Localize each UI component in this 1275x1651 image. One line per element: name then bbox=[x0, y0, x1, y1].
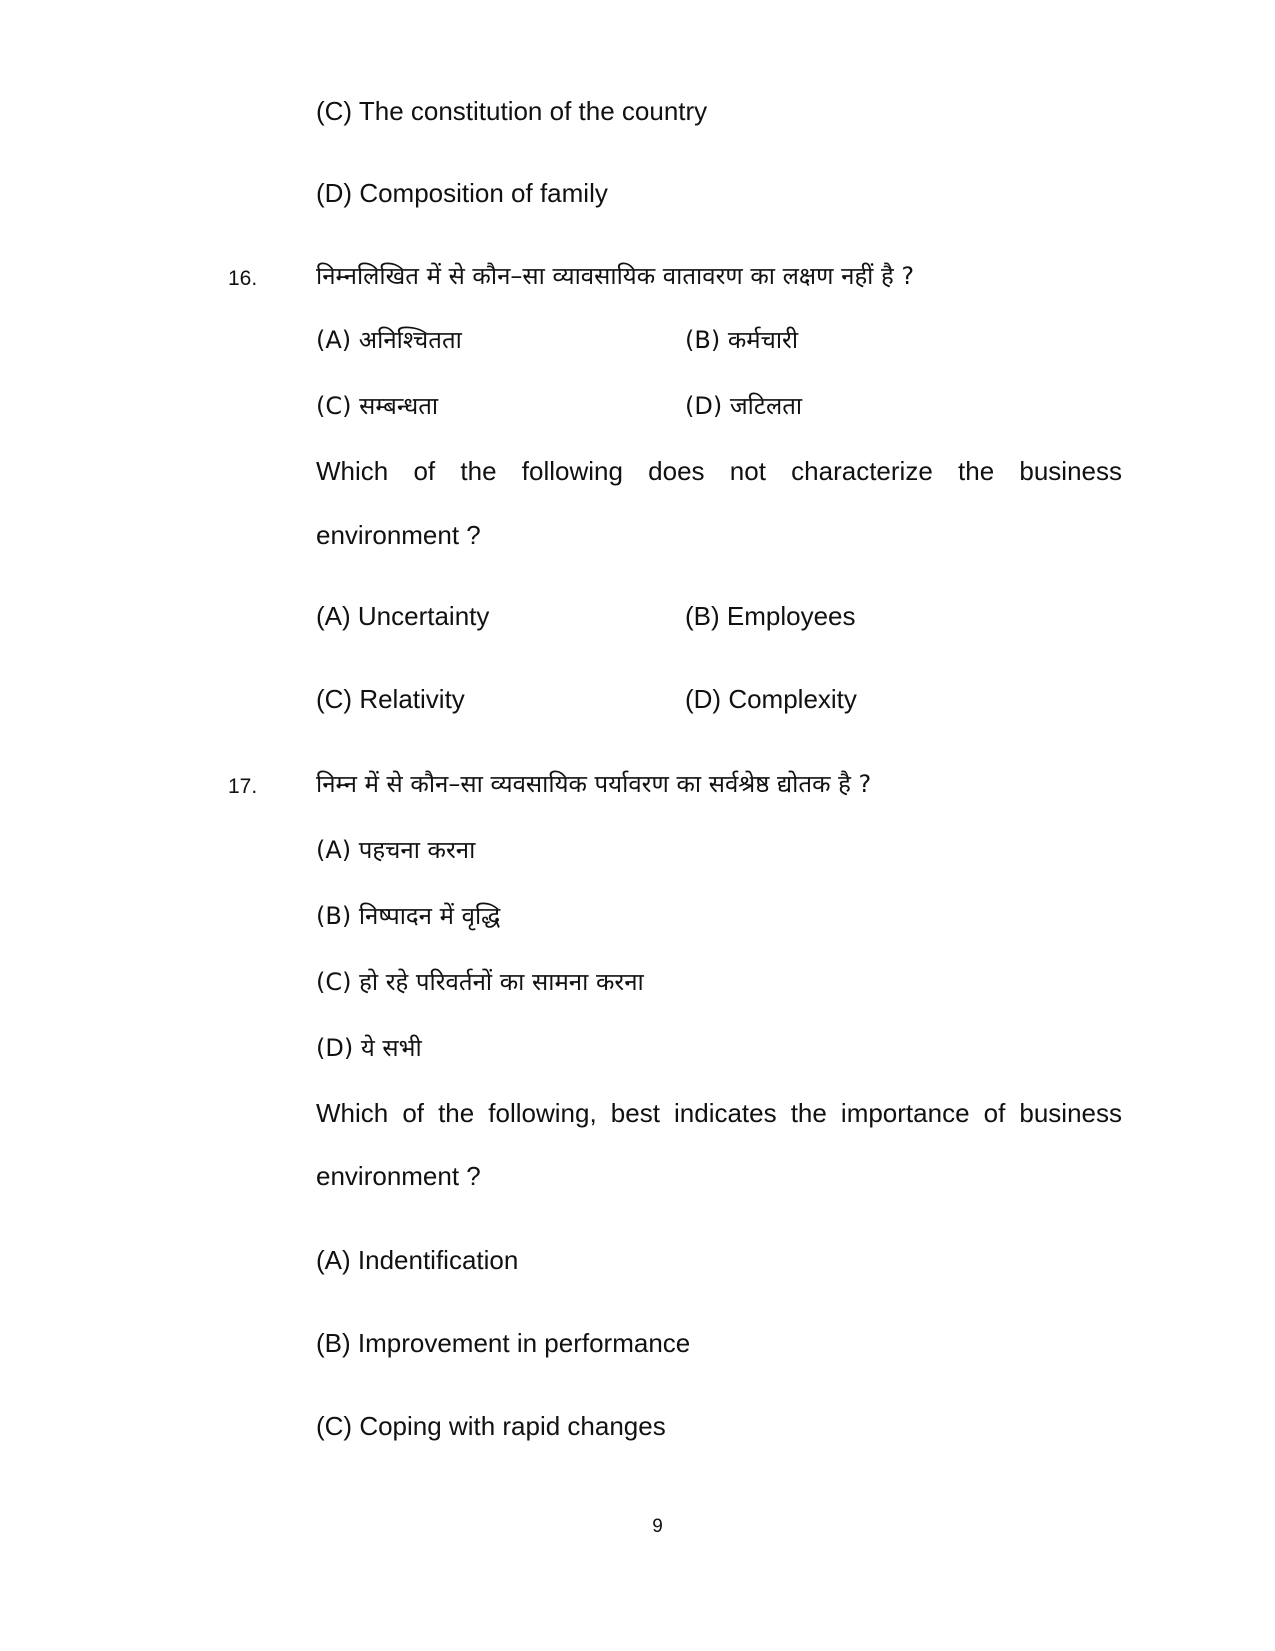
question-16-option-c: (C) Relativity bbox=[316, 684, 465, 714]
question-16-english-line-2: environment ? bbox=[316, 520, 481, 550]
question-17-english-line-1: Which of the following, best indicates the importance of business bbox=[316, 1098, 1122, 1128]
question-16-english-line-1: Which of the following does not characterize the business bbox=[316, 456, 1122, 486]
question-17-hindi-option-a: (A) पहचना करना bbox=[316, 836, 476, 864]
page-number: 9 bbox=[652, 1516, 663, 1537]
question-17-hindi-option-d: (D) ये सभी bbox=[316, 1034, 422, 1062]
question-17-option-a: (A) Indentification bbox=[316, 1245, 519, 1275]
question-17-number: 17. bbox=[228, 775, 258, 798]
question-16-option-b: (B) Employees bbox=[685, 601, 856, 631]
question-16-option-a: (A) Uncertainty bbox=[316, 601, 490, 631]
question-17-english-line-2: environment ? bbox=[316, 1161, 481, 1191]
question-16-hindi-option-c: (C) सम्बन्धता bbox=[316, 392, 439, 420]
question-16-number: 16. bbox=[228, 267, 258, 290]
question-17-hindi-option-b: (B) निष्पादन में वृद्धि bbox=[316, 902, 501, 930]
prev-option-d: (D) Composition of family bbox=[316, 178, 608, 208]
question-16-hindi-option-d: (D) जटिलता bbox=[685, 392, 803, 420]
question-16-hindi-option-b: (B) कर्मचारी bbox=[685, 326, 799, 354]
question-16-hindi-option-a: (A) अनिश्चितता bbox=[316, 326, 462, 354]
question-16-hindi: निम्नलिखित में से कौन–सा व्यावसायिक वातावरण का लक्षण नहीं है ? bbox=[316, 262, 915, 290]
question-17-option-c: (C) Coping with rapid changes bbox=[316, 1411, 666, 1441]
question-17-hindi-option-c: (C) हो रहे परिवर्तनों का सामना करना bbox=[316, 968, 644, 996]
question-17-option-b: (B) Improvement in performance bbox=[316, 1328, 691, 1358]
question-17-hindi: निम्न में से कौन–सा व्यवसायिक पर्यावरण का सर्वश्रेष्ठ द्योतक है ? bbox=[316, 770, 872, 798]
prev-option-c: (C) The constitution of the country bbox=[316, 96, 708, 126]
question-16-option-d: (D) Complexity bbox=[685, 684, 857, 714]
